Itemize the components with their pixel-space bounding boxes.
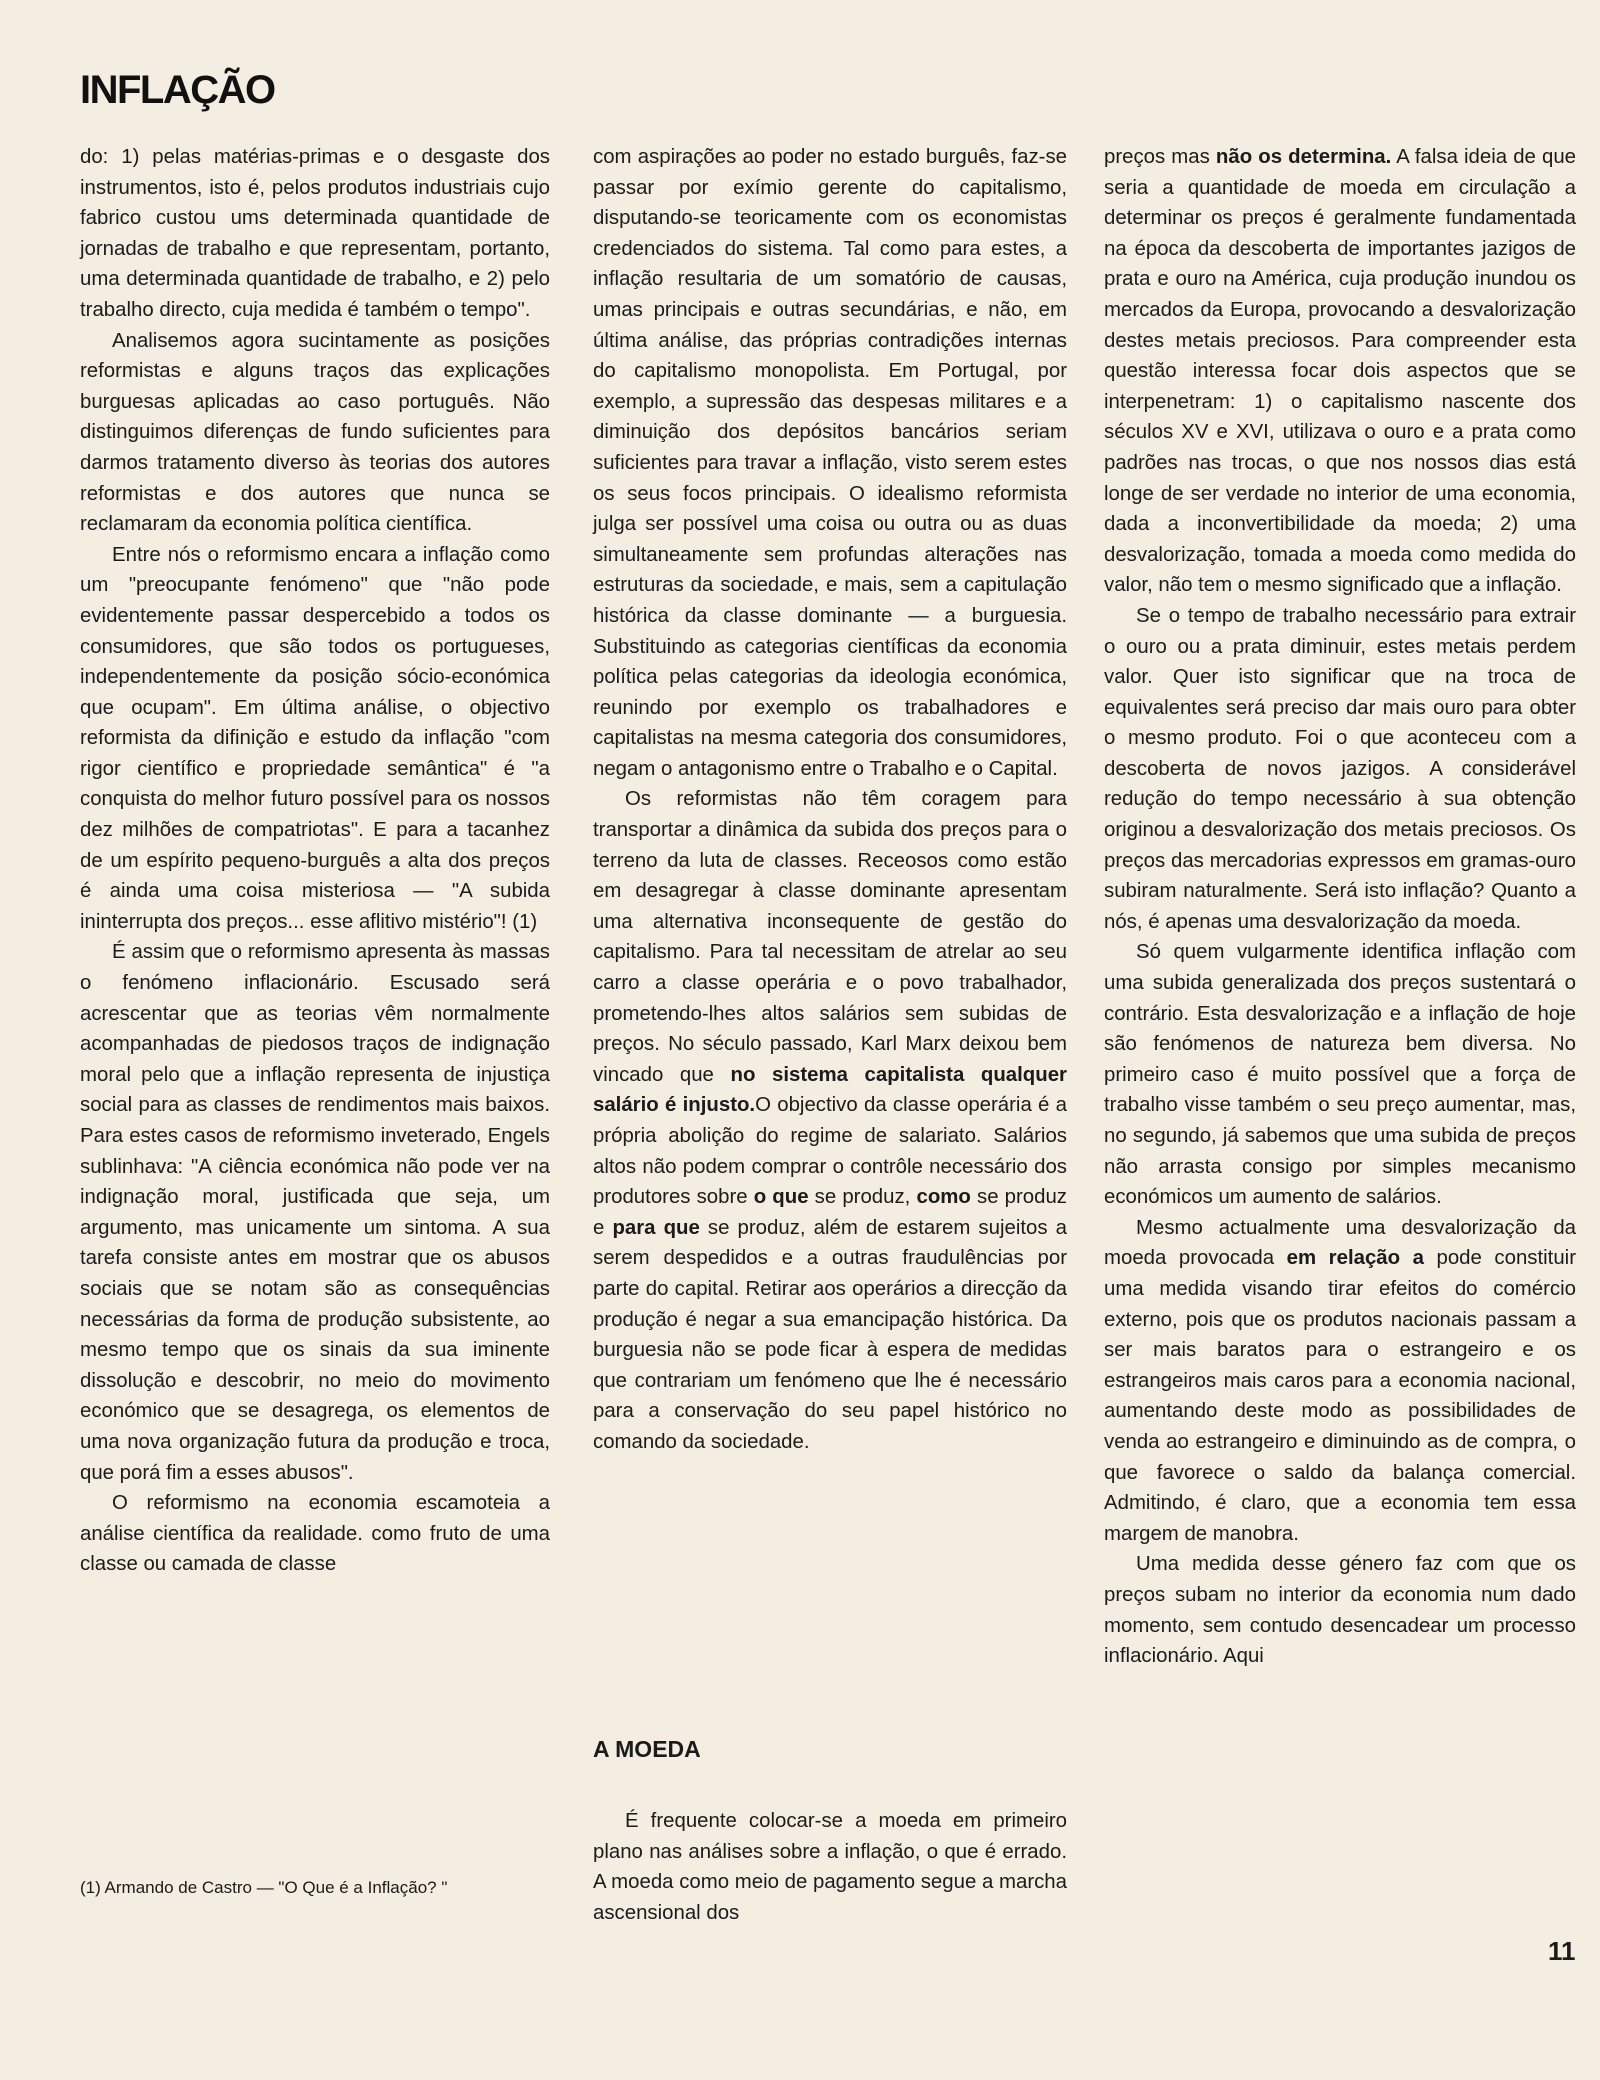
article-column-2	[593, 142, 1067, 1458]
text-run: Mesmo actualmente uma desvalorização da moeda provocada	[1104, 1216, 1576, 1270]
text-run: O objectivo da classe operária é a própria abolição do regime de salariato. Salários altos não podem comprar o contrôle necessário dos produtores sobre	[593, 1094, 1067, 1209]
text-run: se produz,	[808, 1186, 917, 1209]
paragraph	[1104, 142, 1576, 601]
article-column-2b	[593, 1806, 1067, 1928]
paragraph	[1104, 1213, 1576, 1550]
emphasis: no sistema capitalista qualquer salário é injusto.	[593, 1063, 1067, 1117]
paragraph: Analisemos agora sucintamente as posições reformistas e alguns traços das explicações burguesas aplicadas ao caso português. Não distinguimos diferenças de fundo suficientes para darmos tratamento diverso às teorias dos autores reformistas e dos autores que nunca se reclamaram da economia política científica.	[80, 329, 550, 536]
paragraph: Entre nós o reformismo encara a inflação como um "preocupante fenómeno" que "não pode evidentemente passar despercebido a todos os consumidores, que são todos os portugueses, independentemente da posição sócio-económica que ocupam". Em última análise, o objectivo reformista da difinição e estudo da inflação "com rigor científico e propriedade semântica" é "a conquista do melhor futuro possível para os nossos dez milhões de compatriotas". E para a tacanhez de um espírito pequeno-burguês a alta dos preços é ainda uma coisa misteriosa — "A subida ininterrupta dos preços... esse aflitivo mistério"! (1)	[80, 543, 550, 933]
emphasis: o que	[753, 1186, 809, 1209]
section-title: INFLAÇÃO	[80, 68, 275, 112]
paragraph	[593, 784, 1067, 1457]
emphasis: em relação a	[1286, 1247, 1424, 1270]
emphasis: para que	[612, 1216, 700, 1239]
text-run: Os reformistas não têm coragem para transportar a dinâmica da subida dos preços para o terreno da luta de classes. Receosos como estão em desagregar à classe dominante apresentam uma alternativa inconsequente de gestão do capitalismo. Para tal necessitam de atrelar ao seu carro a classe operária e o povo trabalhador, prometendo-lhes altos salários sem subidas de preços. No século passado, Karl Marx deixou bem vincado que	[593, 788, 1067, 1086]
section-subheading: A MOEDA	[593, 1736, 701, 1762]
page-number: 11	[1548, 1936, 1576, 1966]
text-run: se produz, além de estarem sujeitos a serem despedidos e a outras fraudulências por parte do capital. Retirar aos operários a direcção da produção é negar a sua emancipação histórica. Da burguesia não se pode ficar à espera de medidas que contrariam um fenómeno que lhe é necessário para a conservação do seu papel histórico no comando da sociedade.	[593, 1216, 1067, 1453]
paragraph: É frequente colocar-se a moeda em primeiro plano nas análises sobre a inflação, o que é errado. A moeda como meio de pagamento segue a marcha ascensional dos	[593, 1810, 1067, 1924]
paragraph: com aspirações ao poder no estado burguês, faz-se passar por exímio gerente do capitalismo, disputando-se teoricamente com os economistas credenciados do sistema. Tal como para estes, a inflação resultaria de um somatório de causas, umas principais e outras secundárias, e não, em última análise, das próprias contradições internas do capitalismo monopolista. Em Portugal, por exemplo, a supressão das despesas militares e a diminuição dos depósitos bancários seriam suficientes para travar a inflação, visto serem estes os seus focos principais. O idealismo reformista julga ser possível uma coisa ou outra ou as duas simultaneamente sem profundas alterações nas estruturas da sociedade, e mais, sem a capitulação histórica da classe dominante — a burguesia. Substituindo as categorias científicas da economia política pelas categorias da ideologia económica, reunindo por exemplo os trabalhadores e capitalistas na mesma categoria dos consumidores, negam o antagonismo entre o Trabalho e o Capital.	[593, 146, 1067, 780]
footnote: (1) Armando de Castro — "O Que é a Inflação? "	[80, 1878, 448, 1897]
article-column-1	[80, 142, 550, 1580]
emphasis: não os determina.	[1215, 146, 1392, 168]
paragraph: Uma medida desse género faz com que os preços subam no interior da economia num dado momento, sem contudo desencadear um processo inflacionário. Aqui	[1104, 1553, 1576, 1668]
text-run: pode constituir uma medida visando tirar efeitos do comércio externo, pois que os produtos nacionais passam a ser mais baratos para o estrangeiro e os estrangeiros mais caros para a economia nacional, aumentando deste modo as possibilidades de venda ao estrangeiro e diminuindo as de compra, o que favorece o saldo da balança comercial. Admitindo, é claro, que a economia tem essa margem de manobra.	[1104, 1247, 1576, 1545]
paragraph: do: 1) pelas matérias-primas e o desgaste dos instrumentos, isto é, pelos produtos industriais cujo fabrico custou ums determinada quantidade de jornadas de trabalho e que representam, portanto, uma determinada quantidade de trabalho, e 2) pelo trabalho directo, cuja medida é também o tempo".	[80, 146, 550, 321]
text-run: se produz e	[593, 1186, 1067, 1239]
paragraph: O reformismo na economia escamoteia a análise científica da realidade. como fruto de uma classe ou camada de classe	[80, 1492, 550, 1576]
paragraph: Só quem vulgarmente identifica inflação com uma subida generalizada dos preços sustentará o contrário. Esta desvalorização e a inflação de hoje são fenómenos de natureza bem diversa. No primeiro caso é muito possível que a força de trabalho visse também o seu preço aumentar, mas, no segundo, já sabemos que uma subida de preços não arrasta consigo por simples mecanismo económicos um aumento de salários.	[1104, 941, 1576, 1209]
paragraph: É assim que o reformismo apresenta às massas o fenómeno inflacionário. Escusado será acrescentar que as teorias vêm normalmente acompanhadas de piedosos traços de indignação moral pelo que a inflação representa de injustiça social para as classes de rendimentos mais baixos. Para estes casos de reformismo inveterado, Engels sublinhava: "A ciência económica não pode ver na indignação moral, justificada que seja, um argumento, mas unicamente um sintoma. A sua tarefa consiste antes em mostrar que os abusos sociais que se notam são as consequências necessárias da forma de produção subsistente, ao mesmo tempo que os sinais da sua iminente dissolução e descobrir, no meio do movimento económico que se desagrega, os elementos de uma nova organização futura da produção e troca, que porá fim a esses abusos".	[80, 941, 550, 1484]
article-column-3	[1104, 142, 1576, 1672]
text-run: A falsa ideia de que seria a quantidade de moeda em circulação a determinar os preços é geralmente fundamentada na época da descoberta de importantes jazigos de prata e ouro na América, cuja produção inundou os mercados da Europa, provocando a desvalorização destes metais preciosos. Para compreender esta questão interessa focar dois aspectos que se interpenetram: 1) o capitalismo nascente dos séculos XV e XVI, utilizava o ouro e a prata como padrões nas trocas, o que nos nossos dias está longe de ser verdade no interior de uma economia, dada a inconvertibilidade da moeda; 2) uma desvalorização, tomada a moeda como medida do valor, não tem o mesmo significado que a inflação.	[1104, 146, 1576, 597]
paragraph: Se o tempo de trabalho necessário para extrair o ouro ou a prata diminuir, estes metais perdem valor. Quer isto significar que na troca de equivalentes será preciso dar mais ouro para obter o mesmo produto. Foi o que aconteceu com a descoberta de novos jazigos. A considerável redução do tempo necessário à sua obtenção originou a desvalorização dos metais preciosos. Os preços das mercadorias expressos em gramas-ouro subiram naturalmente. Será isto inflação? Quanto a nós, é apenas uma desvalorização da moeda.	[1104, 604, 1576, 933]
text-run: preços mas	[1104, 146, 1216, 168]
emphasis: como	[916, 1186, 971, 1209]
